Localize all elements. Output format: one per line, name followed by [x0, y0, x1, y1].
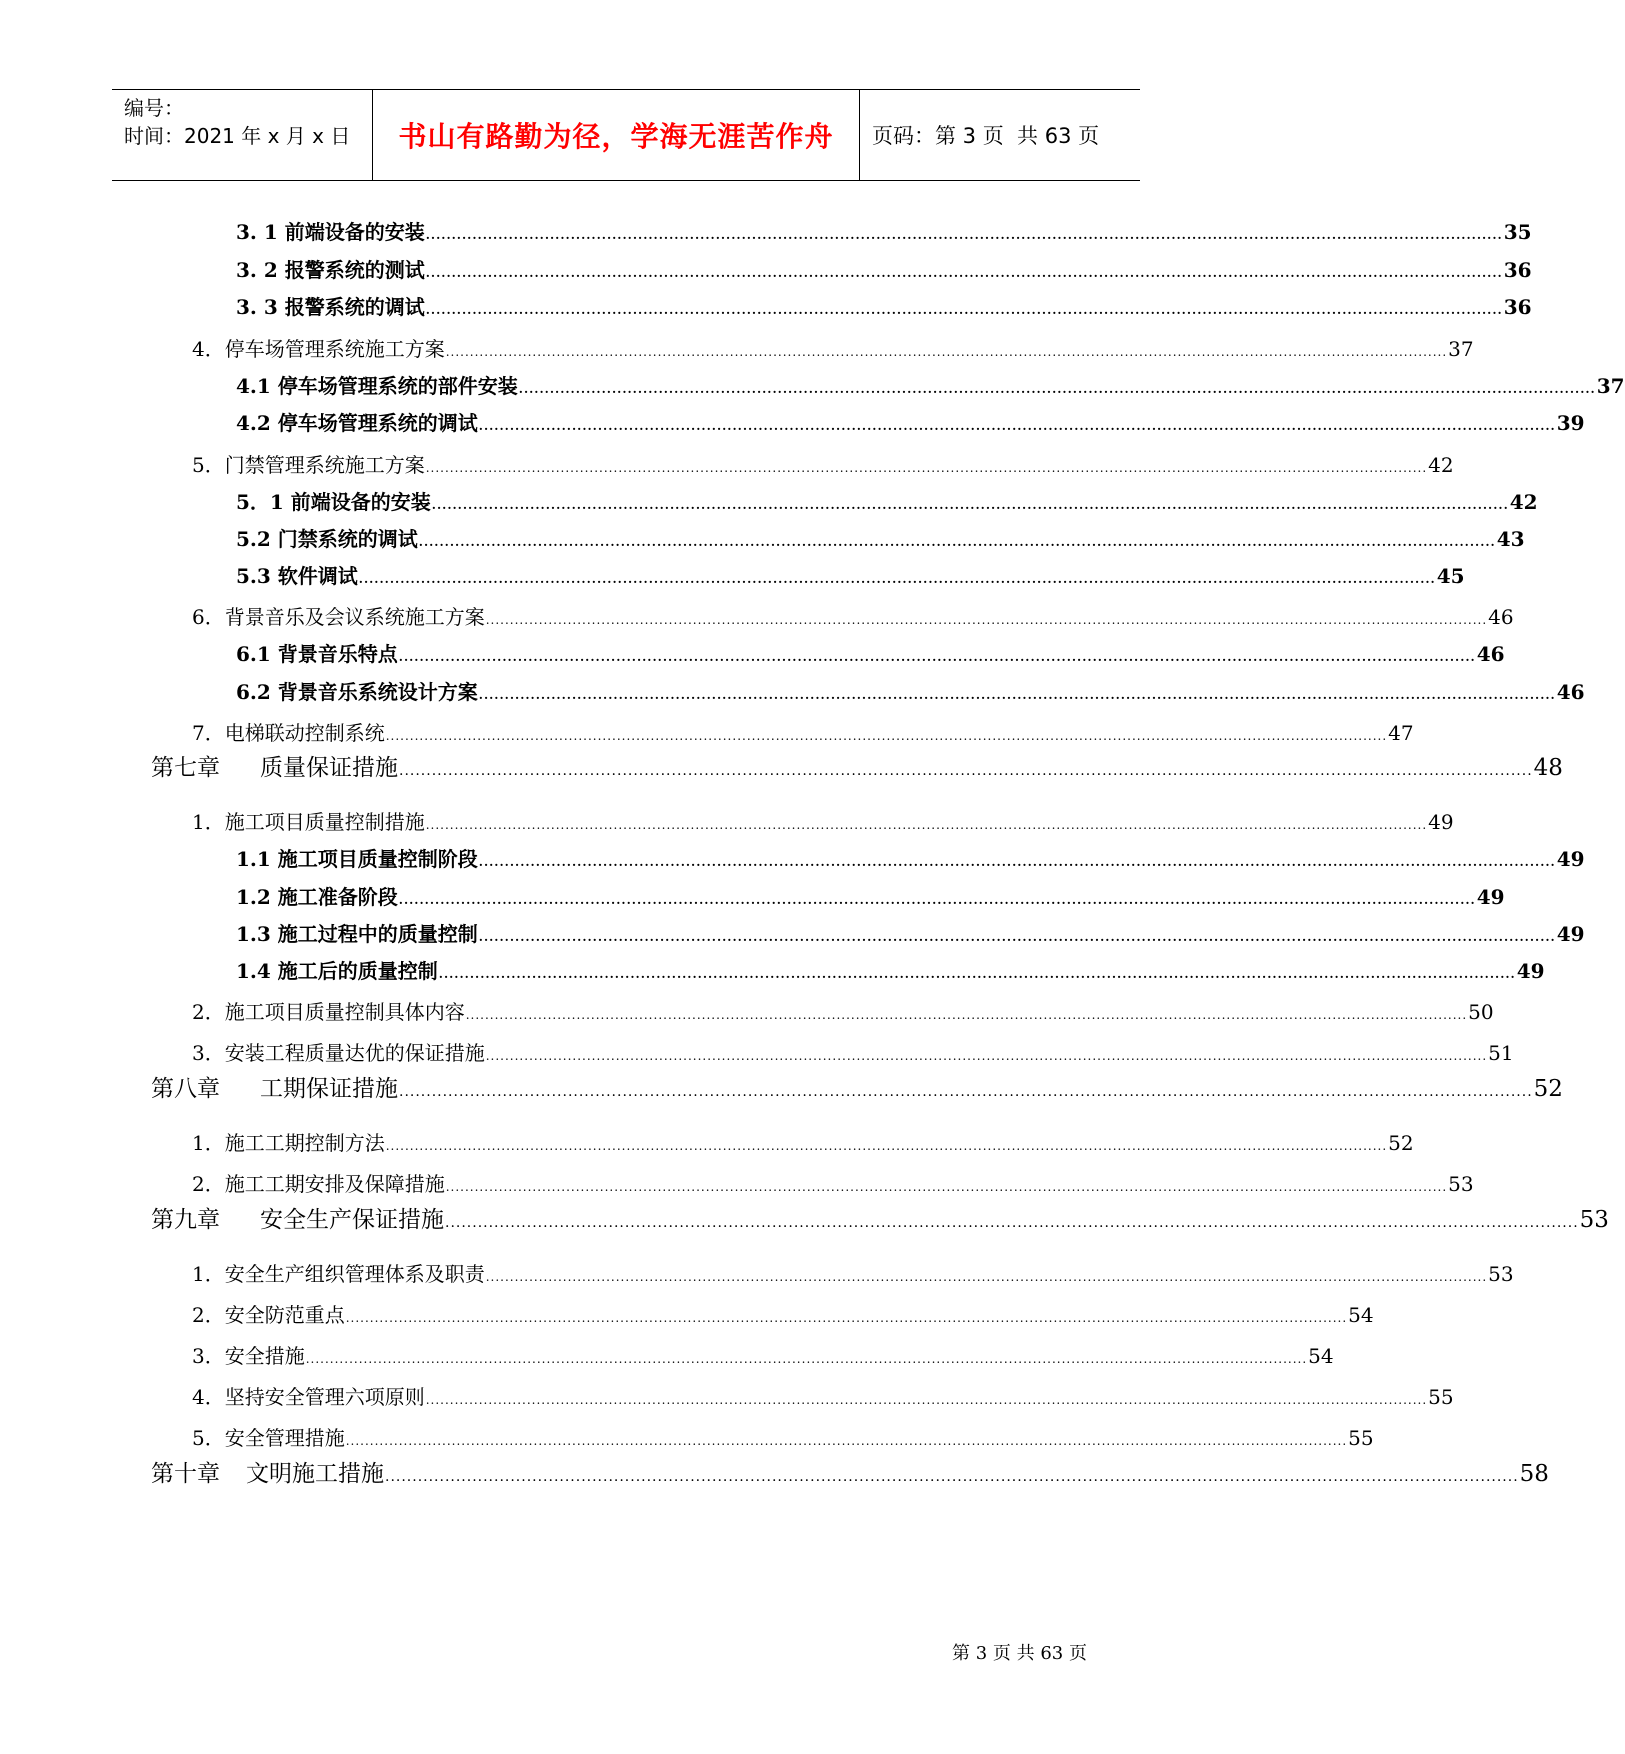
toc-entry-page: 58: [1519, 1461, 1549, 1487]
toc-entry[interactable]: [192, 721, 1414, 745]
toc-entry-title: 3. 2 报警系统的测试: [236, 258, 425, 282]
toc-entry[interactable]: [236, 527, 1525, 551]
toc-leader-dots: ................................................................................................................................................................................................................: [485, 613, 1488, 627]
toc-chapter-title: [151, 757, 398, 780]
toc-entry-page: 35: [1503, 220, 1532, 244]
toc-leader-dots: ................................................................................................................................................................................................................: [431, 498, 1509, 512]
toc-entry-page: 55: [1428, 1385, 1454, 1409]
toc-entry-page: 49: [1476, 885, 1505, 909]
toc-leader-dots: ................................................................................................................................................................................................................: [485, 1049, 1488, 1063]
toc-entry-title: 5．安全管理措施: [192, 1426, 345, 1450]
toc-leader-dots: ................................................................................................................................................................................................................: [478, 930, 1556, 944]
toc-entry-title: 1．安全生产组织管理体系及职责: [192, 1262, 485, 1286]
toc-chapter-number: 第八章: [151, 1076, 220, 1102]
toc-chapter[interactable]: [151, 1076, 1563, 1102]
toc-entry-page: 53: [1579, 1207, 1609, 1233]
toc-entry-title: 1.3 施工过程中的质量控制: [236, 922, 478, 946]
toc-entry-title: 6.2 背景音乐系统设计方案: [236, 680, 478, 704]
header-page-text: 页码：第 3 页 共 63 页: [872, 124, 1100, 148]
toc-entry-title: 2．施工工期安排及保障措施: [192, 1172, 445, 1196]
toc-entry[interactable]: [236, 220, 1532, 244]
toc-entry-page: 48: [1533, 755, 1563, 781]
toc-entry-page: 52: [1388, 1131, 1414, 1155]
toc-leader-dots: ................................................................................................................................................................................................................: [398, 893, 1476, 907]
toc-entry[interactable]: [192, 1426, 1374, 1450]
toc-entry-page: 52: [1533, 1076, 1563, 1102]
toc-entry-page: 51: [1488, 1041, 1514, 1065]
toc-entry-page: 54: [1348, 1303, 1374, 1327]
toc-leader-dots: ................................................................................................................................................................................................................: [425, 228, 1503, 242]
toc-leader-dots: ................................................................................................................................................................................................................: [425, 818, 1428, 832]
toc-chapter-title: [151, 1209, 444, 1232]
toc-entry-title: 6.1 背景音乐特点: [236, 642, 398, 666]
toc-chapter-name: 文明施工措施: [246, 1461, 384, 1487]
toc-entry-page: 55: [1348, 1426, 1374, 1450]
toc-entry-title: 3. 1 前端设备的安装: [236, 220, 425, 244]
toc-entry[interactable]: [192, 337, 1474, 361]
toc-chapter-number: 第十章: [151, 1461, 220, 1487]
toc-entry-page: 42: [1509, 490, 1538, 514]
toc-entry-page: 46: [1476, 642, 1505, 666]
toc-entry[interactable]: [236, 959, 1545, 983]
toc-entry[interactable]: [236, 411, 1585, 435]
toc-entry-page: 49: [1556, 847, 1585, 871]
toc-entry[interactable]: [192, 1303, 1374, 1327]
toc-chapter[interactable]: [151, 755, 1563, 781]
toc-chapter-title: [151, 1078, 398, 1101]
toc-entry-page: 53: [1488, 1262, 1514, 1286]
toc-entry-title: 4．坚持安全管理六项原则: [192, 1385, 425, 1409]
header-meta: [124, 94, 374, 150]
toc-entry-title: 4.2 停车场管理系统的调试: [236, 411, 478, 435]
toc-entry[interactable]: [236, 490, 1538, 514]
toc-entry[interactable]: [236, 295, 1532, 319]
toc-leader-dots: ................................................................................................................................................................................................................: [425, 266, 1503, 280]
toc-leader-dots: ................................................................................................................................................................................................................: [485, 1270, 1488, 1284]
toc-leader-dots: ................................................................................................................................................................................................................: [399, 1084, 1533, 1100]
toc-entry[interactable]: [236, 374, 1625, 398]
toc-leader-dots: ................................................................................................................................................................................................................: [385, 729, 1388, 743]
toc-entry-page: 42: [1428, 453, 1454, 477]
toc-entry[interactable]: [192, 810, 1454, 834]
toc-chapter-name: 质量保证措施: [260, 755, 398, 781]
toc-leader-dots: ................................................................................................................................................................................................................: [478, 688, 1556, 702]
toc-leader-dots: ................................................................................................................................................................................................................: [438, 967, 1516, 981]
toc-leader-dots: ................................................................................................................................................................................................................: [345, 1434, 1348, 1448]
header-page-info: [872, 90, 1099, 180]
toc-entry[interactable]: [192, 1131, 1414, 1155]
toc-entry[interactable]: [192, 1262, 1514, 1286]
toc-leader-dots: ................................................................................................................................................................................................................: [465, 1008, 1468, 1022]
toc-leader-dots: ................................................................................................................................................................................................................: [425, 461, 1428, 475]
toc-entry-page: 54: [1308, 1344, 1334, 1368]
toc-leader-dots: ................................................................................................................................................................................................................: [358, 572, 1436, 586]
toc-entry-page: 36: [1503, 295, 1532, 319]
toc-entry-page: 49: [1516, 959, 1545, 983]
toc-entry[interactable]: [236, 847, 1585, 871]
toc-entry-page: 37: [1448, 337, 1474, 361]
toc-entry-page: 37: [1596, 374, 1625, 398]
toc-leader-dots: ................................................................................................................................................................................................................: [385, 1139, 1388, 1153]
toc-entry-title: 3．安全措施: [192, 1344, 305, 1368]
toc-entry[interactable]: [236, 922, 1585, 946]
toc-entry-title: 1．施工工期控制方法: [192, 1131, 385, 1155]
toc-entry-title: 3．安装工程质量达优的保证措施: [192, 1041, 485, 1065]
toc-leader-dots: ................................................................................................................................................................................................................: [478, 855, 1556, 869]
toc-chapter-name: 安全生产保证措施: [260, 1207, 444, 1233]
toc-entry[interactable]: [236, 258, 1532, 282]
toc-entry[interactable]: [236, 642, 1505, 666]
toc-entry-page: 46: [1488, 605, 1514, 629]
toc-entry[interactable]: [236, 564, 1465, 588]
toc-entry[interactable]: [192, 1385, 1454, 1409]
toc-entry[interactable]: [192, 1000, 1494, 1024]
toc-entry-page: 39: [1556, 411, 1585, 435]
toc-entry-title: 1.4 施工后的质量控制: [236, 959, 438, 983]
toc-chapter-name: 工期保证措施: [260, 1076, 398, 1102]
toc-entry[interactable]: [236, 680, 1585, 704]
toc-entry-title: 4.1 停车场管理系统的部件安装: [236, 374, 518, 398]
toc-entry-title: 3. 3 报警系统的调试: [236, 295, 425, 319]
toc-entry-page: 49: [1556, 922, 1585, 946]
toc-chapter-title: [151, 1463, 384, 1486]
toc-leader-dots: ................................................................................................................................................................................................................: [398, 650, 1476, 664]
toc-leader-dots: ................................................................................................................................................................................................................: [385, 1469, 1519, 1485]
toc-entry-page: 36: [1503, 258, 1532, 282]
toc-leader-dots: ................................................................................................................................................................................................................: [478, 419, 1556, 433]
header-motto: 书山有路勤为径，学海无涯苦作舟: [398, 120, 834, 153]
toc-entry[interactable]: [192, 605, 1514, 629]
toc-entry-title: 7．电梯联动控制系统: [192, 721, 385, 745]
header-time: 时间：2021 年 x 月 x 日: [124, 124, 351, 148]
toc-entry[interactable]: [192, 1344, 1334, 1368]
toc-chapter[interactable]: [151, 1461, 1549, 1487]
toc-entry-title: 1.1 施工项目质量控制阶段: [236, 847, 478, 871]
toc-entry-page: 43: [1496, 527, 1525, 551]
toc-chapter-number: 第七章: [151, 755, 220, 781]
toc-chapter[interactable]: [151, 1207, 1609, 1233]
toc-entry-title: 6．背景音乐及会议系统施工方案: [192, 605, 485, 629]
toc-entry-title: 5．门禁管理系统施工方案: [192, 453, 425, 477]
toc-entry-title: 1.2 施工准备阶段: [236, 885, 398, 909]
toc-leader-dots: ................................................................................................................................................................................................................: [518, 382, 1596, 396]
toc-chapter-number: 第九章: [151, 1207, 220, 1233]
toc-leader-dots: ................................................................................................................................................................................................................: [445, 1180, 1448, 1194]
page-footer: 第 3 页 共 63 页: [952, 1643, 1087, 1664]
toc-entry-page: 47: [1388, 721, 1414, 745]
header-divider: [859, 90, 860, 180]
toc-entry-title: 4．停车场管理系统施工方案: [192, 337, 445, 361]
toc-entry-title: 5．1 前端设备的安装: [236, 490, 431, 514]
toc-leader-dots: ................................................................................................................................................................................................................: [305, 1352, 1308, 1366]
toc-entry-title: 2．安全防范重点: [192, 1303, 345, 1327]
toc-leader-dots: ................................................................................................................................................................................................................: [345, 1311, 1348, 1325]
toc-entry-title: 5.2 门禁系统的调试: [236, 527, 418, 551]
toc-entry-page: 50: [1468, 1000, 1494, 1024]
toc-entry-page: 45: [1436, 564, 1465, 588]
toc-leader-dots: ................................................................................................................................................................................................................: [445, 345, 1448, 359]
document-header: [112, 89, 1140, 181]
header-number: 编号：: [124, 96, 184, 120]
toc-entry[interactable]: [192, 1041, 1514, 1065]
toc-entry-page: 46: [1556, 680, 1585, 704]
toc-entry-title: 5.3 软件调试: [236, 564, 358, 588]
toc-entry-page: 49: [1428, 810, 1454, 834]
toc-entry[interactable]: [236, 885, 1505, 909]
toc-leader-dots: ................................................................................................................................................................................................................: [425, 1393, 1428, 1407]
toc-leader-dots: ................................................................................................................................................................................................................: [399, 763, 1533, 779]
toc-entry-title: 2．施工项目质量控制具体内容: [192, 1000, 465, 1024]
toc-entry[interactable]: [192, 453, 1454, 477]
toc-entry[interactable]: [192, 1172, 1474, 1196]
toc-leader-dots: ................................................................................................................................................................................................................: [425, 303, 1503, 317]
toc-leader-dots: ................................................................................................................................................................................................................: [418, 535, 1496, 549]
toc-entry-page: 53: [1448, 1172, 1474, 1196]
toc-leader-dots: ................................................................................................................................................................................................................: [445, 1215, 1579, 1231]
toc-entry-title: 1．施工项目质量控制措施: [192, 810, 425, 834]
